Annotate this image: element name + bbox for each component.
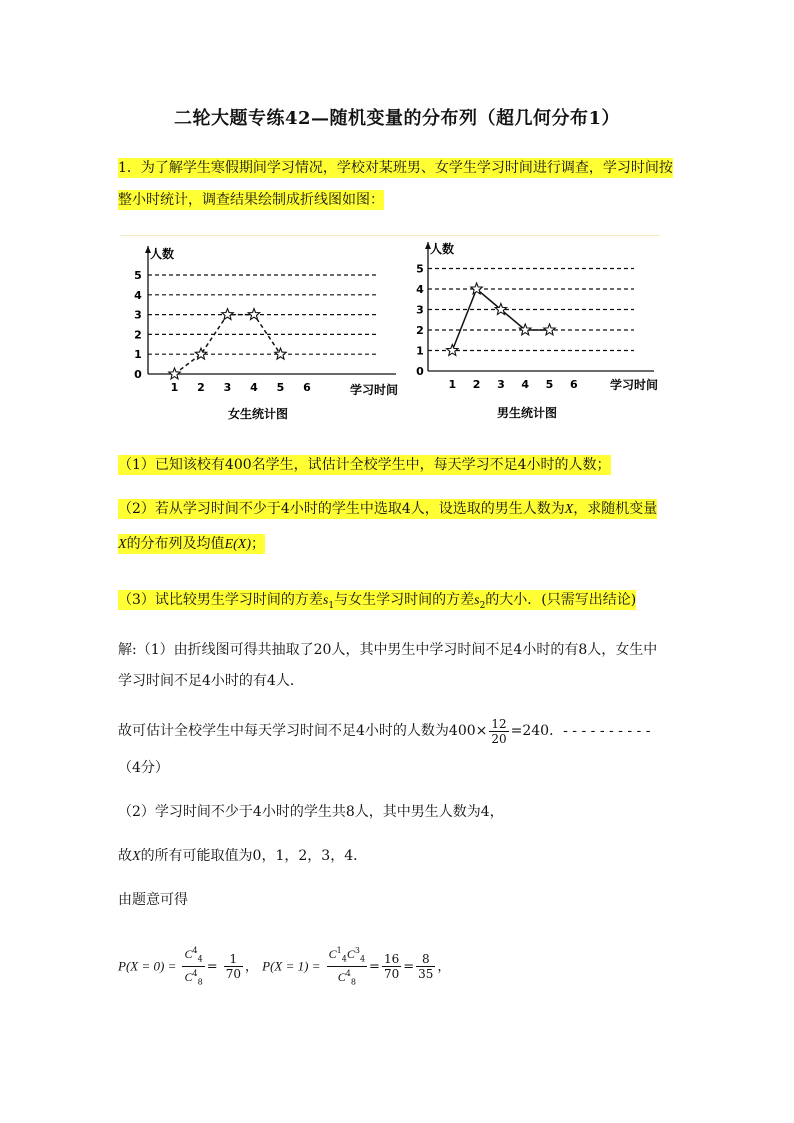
x-tick-label: 3 xyxy=(497,378,505,391)
y-tick-label: 4 xyxy=(134,288,142,302)
x-tick-label: 6 xyxy=(569,378,578,391)
y-tick-label: 0 xyxy=(416,365,424,378)
female-chart xyxy=(134,246,398,421)
y-axis-label: 人数 xyxy=(430,242,455,256)
x-tick-label: 4 xyxy=(250,381,258,394)
x-tick-label: 4 xyxy=(521,378,530,391)
probability-formulas: P(X = 0) = $\frac{C^4_4}{C^4_8}$ = $\frac{1}{70}$ ， P(X = 1) = $\frac{C^1_4C^3_4}{C^4_8}$ = $\frac{16}{70}$ = $\frac{8}{35}$ ， xyxy=(118,946,451,987)
y-tick-label: 1 xyxy=(134,348,142,362)
y-tick-label: 2 xyxy=(134,328,142,342)
data-point-star xyxy=(544,324,555,335)
x-tick-label: 3 xyxy=(223,381,232,394)
solution-score: （4分） xyxy=(118,760,169,776)
solution-line-6: 故X的所有可能取值为0，1，2，3，4． xyxy=(118,848,368,864)
x-tick-label: 6 xyxy=(303,381,311,394)
x-tick-label: 5 xyxy=(545,378,554,391)
y-tick-label: 3 xyxy=(134,308,142,322)
solution-line-5: （2）学习时间不少于4小时的学生共8人，其中男生人数为4， xyxy=(118,804,504,820)
y-tick-label: 4 xyxy=(416,283,424,296)
page-title: 二轮大题专练42—随机变量的分布列（超几何分布1） xyxy=(173,108,621,129)
sub-question-2-line2: X的分布列及均值E(X)； xyxy=(118,536,265,552)
solution-line-3: 故可估计全校学生中每天学习时间不足4小时的人数为400× $\frac{12}{20}$ =240．- - - - - - - - - - xyxy=(118,716,651,746)
data-point-star xyxy=(520,324,531,335)
solution-line-1: 解:（1）由折线图可得共抽取了20人，其中男生中学习时间不足4小时的有8人，女生中 xyxy=(118,642,658,658)
data-point-star xyxy=(447,345,458,356)
x-tick-label: 5 xyxy=(276,381,285,394)
intro-line-2: 整小时统计，调查结果绘制成折线图如图： xyxy=(118,192,384,208)
data-point-star xyxy=(275,348,286,359)
series-line xyxy=(452,289,549,351)
male-chart xyxy=(416,241,658,420)
x-tick-label: 2 xyxy=(472,378,481,391)
series-line xyxy=(175,315,281,374)
y-axis-label: 人数 xyxy=(150,247,175,261)
x-axis-label: 学习时间 xyxy=(350,383,399,397)
data-point-star xyxy=(169,368,180,379)
intro-line-1: 1．为了解学生寒假期间学习情况，学校对某班男、女学生学习时间进行调查，学习时间按 xyxy=(118,160,673,176)
y-tick-label: 3 xyxy=(416,303,424,317)
solution-line-2: 学习时间不足4小时的有4人． xyxy=(118,673,304,689)
x-axis-label: 学习时间 xyxy=(610,378,659,392)
y-tick-label: 2 xyxy=(416,324,424,337)
x-tick-label: 2 xyxy=(197,381,205,394)
line-charts xyxy=(0,0,794,440)
chart-title: 男生统计图 xyxy=(496,406,558,420)
data-point-star xyxy=(195,348,206,359)
sub-question-1: （1）已知该校有400名学生，试估计全校学生中，每天学习不足4小时的人数； xyxy=(118,457,611,473)
y-tick-label: 5 xyxy=(416,262,424,276)
solution-line-7: 由题意可得 xyxy=(118,892,188,908)
sub-question-3: （3）试比较男生学习时间的方差$s_1$与女生学习时间的方差$s_2$的大小．(只需写出结论) xyxy=(118,592,637,611)
sub-question-2-line1: （2）若从学习时间不少于4小时的学生中选取4人，设选取的男生人数为X，求随机变量 xyxy=(118,501,658,517)
y-tick-label: 5 xyxy=(134,269,142,282)
data-point-star xyxy=(248,309,259,320)
x-tick-label: 1 xyxy=(448,378,457,391)
x-tick-label: 1 xyxy=(170,381,179,394)
chart-title: 女生统计图 xyxy=(227,407,289,421)
y-tick-label: 1 xyxy=(416,344,424,358)
data-point-star xyxy=(222,309,233,320)
y-tick-label: 0 xyxy=(134,368,142,381)
